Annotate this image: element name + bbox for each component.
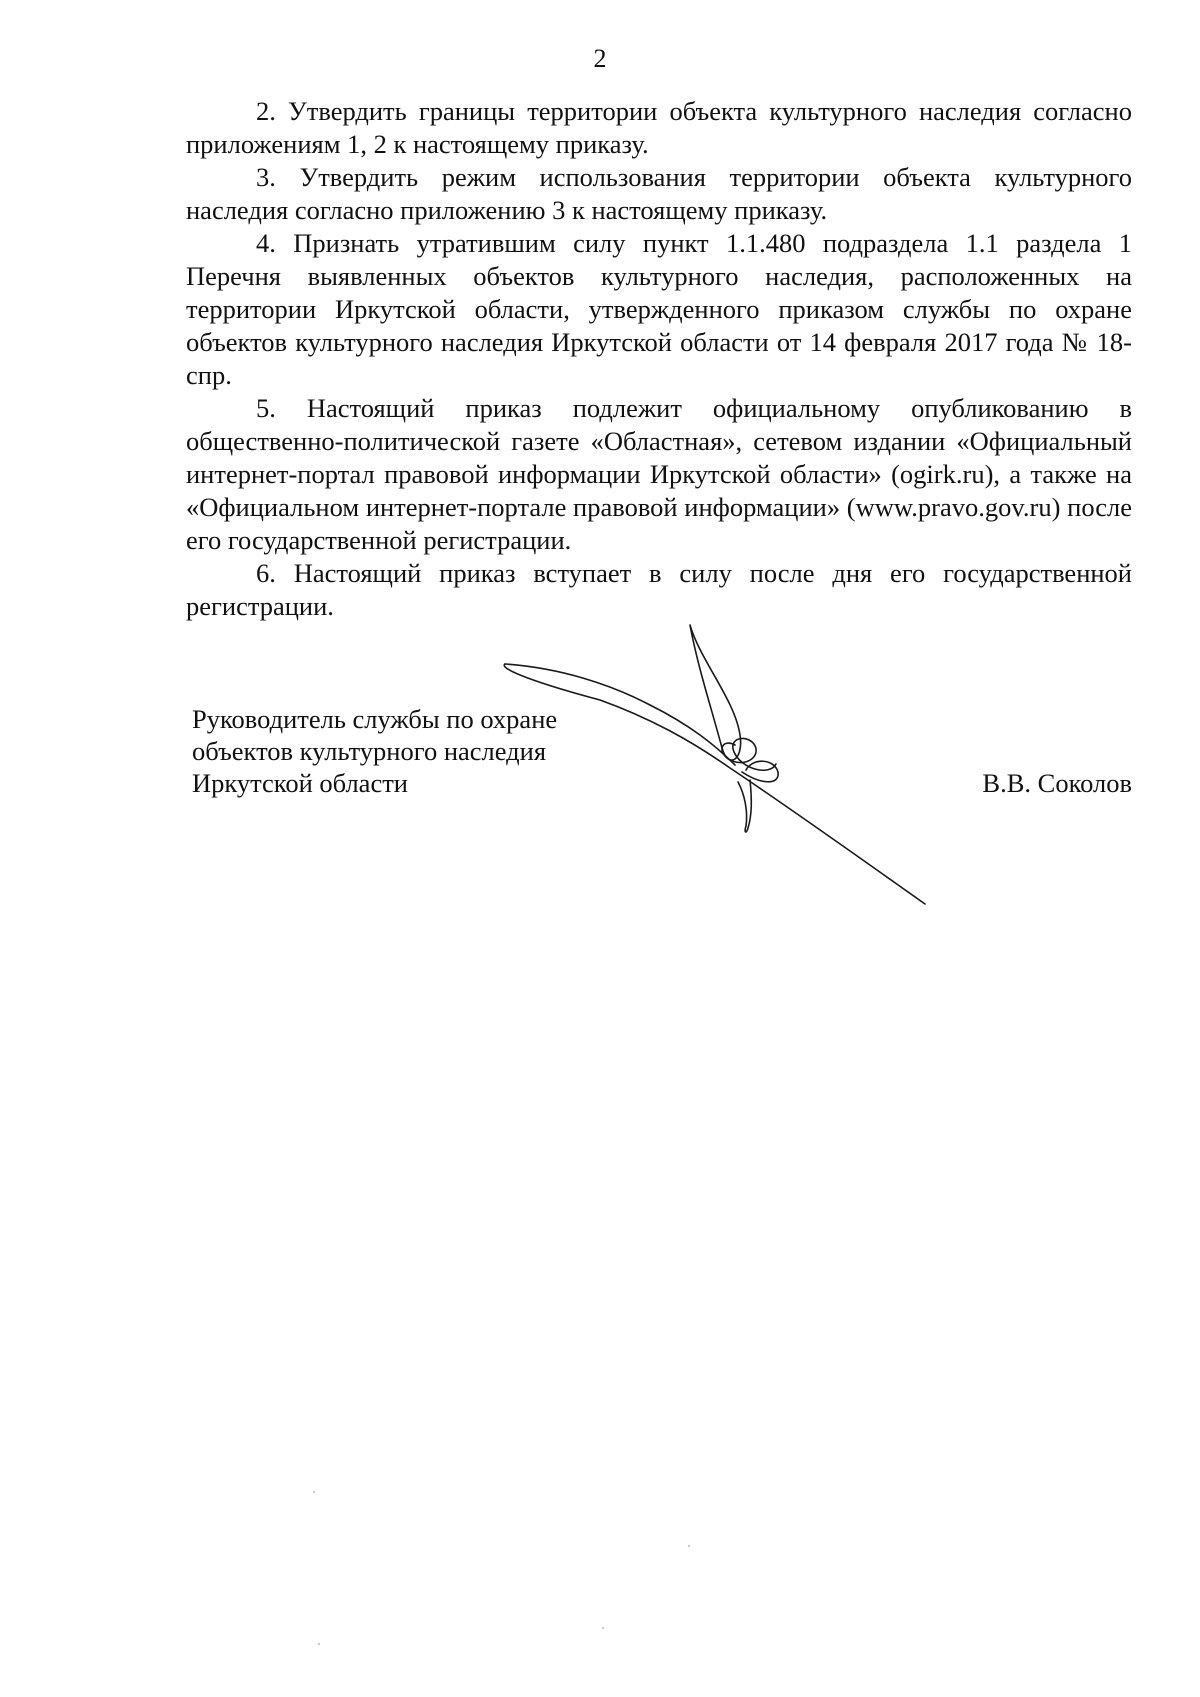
paragraph-4: 4. Признать утратившим силу пункт 1.1.480 подраздела 1.1 раздела 1 Перечня выявленных объектов культурного наследия, расположенных на территории Иркутской области, утвержденного приказом службы по охране объектов культурного наследия Иркутской области от 14 февраля 2017 года № 18-спр. bbox=[186, 228, 1132, 390]
paragraph-2: 2. Утвердить границы территории объекта культурного наследия согласно приложениям 1, 2 к настоящему приказу. bbox=[186, 96, 1132, 159]
scan-speck bbox=[313, 1491, 315, 1493]
paragraph-5: 5. Настоящий приказ подлежит официальному опубликованию в общественно-политической газете «Областная», сетевом издании «Официальный интернет-портал правовой информации Иркутской области» (ogirk.ru), а также на «Официальном интернет-портале правовой информации» (www.pravo.gov.ru) после его государственной регистрации. bbox=[186, 393, 1132, 555]
signatory-name: В.В. Соколов bbox=[982, 768, 1132, 798]
paragraph-3: 3. Утвердить режим использования территории объекта культурного наследия согласно приложению 3 к настоящему приказу. bbox=[186, 162, 1132, 225]
signatory-position-line: Руководитель службы по охране bbox=[192, 704, 558, 734]
signatory-position-line: объектов культурного наследия bbox=[192, 736, 547, 766]
signatory-position-line: Иркутской области bbox=[192, 768, 408, 798]
page-number: 2 bbox=[593, 44, 607, 73]
paragraph-6: 6. Настоящий приказ вступает в силу после дня его государственной регистрации. bbox=[186, 558, 1132, 621]
signatory-position bbox=[192, 703, 557, 799]
scan-speck bbox=[688, 1545, 690, 1547]
scan-speck bbox=[318, 1643, 320, 1645]
document-body bbox=[186, 95, 1132, 623]
scan-speck bbox=[602, 1627, 604, 1629]
